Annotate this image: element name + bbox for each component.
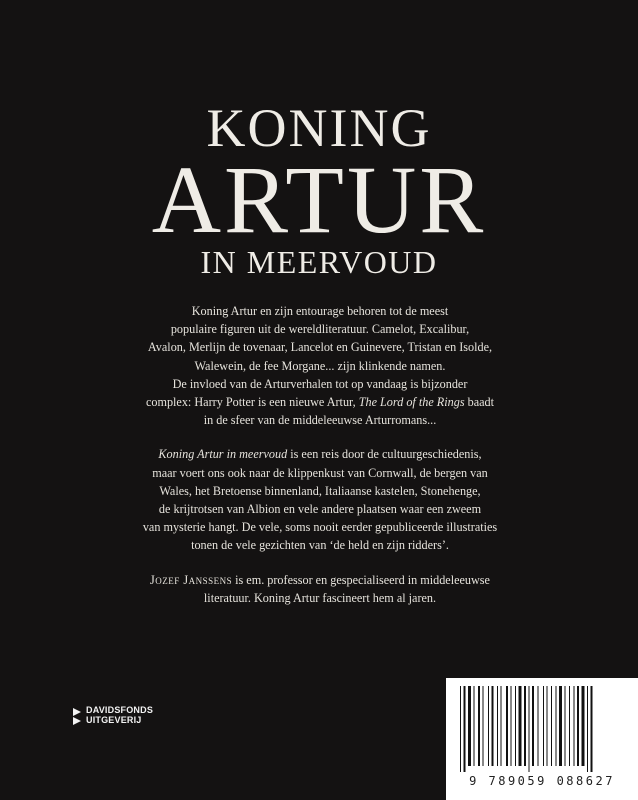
author-name: Jozef Janssens: [150, 572, 233, 587]
book-title-lotr: The Lord of the Rings: [358, 395, 465, 410]
blurb-paragraph-2: [140, 445, 500, 554]
blurb-line: Koning Artur en zijn entourage behoren tot de meest: [191, 304, 449, 318]
barcode-panel: [446, 678, 638, 800]
blurb-line: van mysterie hangt. De vele, soms nooit eerder gepubliceerde illustraties: [142, 520, 498, 535]
title-subtitle: IN MEERVOUD: [200, 244, 438, 280]
barcode-bar: [464, 686, 466, 772]
barcode-bar: [574, 686, 575, 766]
barcode-bar: [460, 686, 461, 772]
blurb-line: Wales, het Bretoense binnenland, Italiaanse kastelen, Stonehenge,: [159, 483, 481, 498]
back-cover-blurb: [140, 302, 500, 607]
barcode-bar: [524, 686, 526, 766]
barcode-bar: [474, 686, 475, 766]
barcode-bar: [529, 686, 530, 772]
barcode-bar: [497, 686, 498, 766]
barcode-bar: [559, 686, 562, 766]
barcode-bar: [556, 686, 557, 766]
barcode-bar: [501, 686, 502, 766]
blurb-line: Walewein, de fee Morgane... zijn klinkende namen.: [194, 358, 446, 373]
barcode-bar: [483, 686, 484, 766]
title-koning: KONING: [206, 98, 432, 158]
barcode-bar: [591, 686, 593, 772]
blurb-line: Avalon, Merlijn de tovenaar, Lancelot en Guinevere, Tristan en Isolde,: [147, 340, 493, 355]
barcode-bar: [565, 686, 566, 766]
barcode-bar: [519, 686, 522, 766]
publisher-subtitle: UITGEVERIJ: [86, 715, 142, 725]
barcode-bar: [515, 686, 516, 766]
barcode-bar: [492, 686, 494, 766]
barcode-bar: [547, 686, 548, 766]
blurb-line: is em. professor en gespecialiseerd in middeleeuwse: [232, 572, 490, 587]
barcode-bar: [506, 686, 508, 766]
blurb-line: maar voert ons ook naar de klippenkust van Cornwall, de bergen van: [152, 465, 488, 480]
barcode-bar: [468, 686, 471, 766]
blurb-line: is een reis door de cultuurgeschiedenis,: [287, 447, 482, 462]
blurb-line: in de sfeer van de middeleeuwse Arturromans...: [203, 413, 437, 428]
barcode-bar: [582, 686, 585, 766]
blurb-line: complex: Harry Potter is een nieuwe Artur,: [145, 395, 359, 410]
book-title-self: Koning Artur in meervoud: [158, 447, 288, 462]
barcode-bar: [538, 686, 539, 766]
barcode-bar: [478, 686, 480, 766]
publisher-logo: [72, 705, 153, 727]
blurb-line: De invloed van de Arturverhalen tot op vandaag is bijzonder: [172, 376, 468, 391]
blurb-line: de krijtrotsen van Albion en vele andere plaatsen waar een zweem: [158, 502, 482, 517]
davidsfonds-mark-icon: [72, 705, 84, 727]
publisher-name: DAVIDSFONDS: [86, 705, 154, 715]
barcode-icon: [460, 686, 624, 772]
isbn-number: 9 789059 088627: [469, 774, 615, 788]
blurb-line: tonen de vele gezichten van ‘de held en zijn ridders’.: [191, 538, 449, 553]
barcode-bar: [551, 686, 552, 766]
barcode-bar: [532, 686, 534, 766]
barcode-bar: [543, 686, 544, 766]
blurb-line: literatuur. Koning Artur fascineert hem al jaren.: [203, 590, 437, 605]
barcode-bar: [511, 686, 512, 766]
blurb-line: populaire figuren uit de wereldliteratuur. Camelot, Excalibur,: [170, 322, 470, 337]
barcode-bar: [577, 686, 579, 766]
barcode-bar: [488, 686, 489, 766]
barcode-bar: [569, 686, 570, 766]
blurb-line: baadt: [464, 395, 495, 410]
author-bio: [140, 571, 500, 607]
barcode-bar: [587, 686, 588, 772]
blurb-paragraph-1: [140, 302, 500, 429]
title-artur: ARTUR: [151, 146, 487, 253]
